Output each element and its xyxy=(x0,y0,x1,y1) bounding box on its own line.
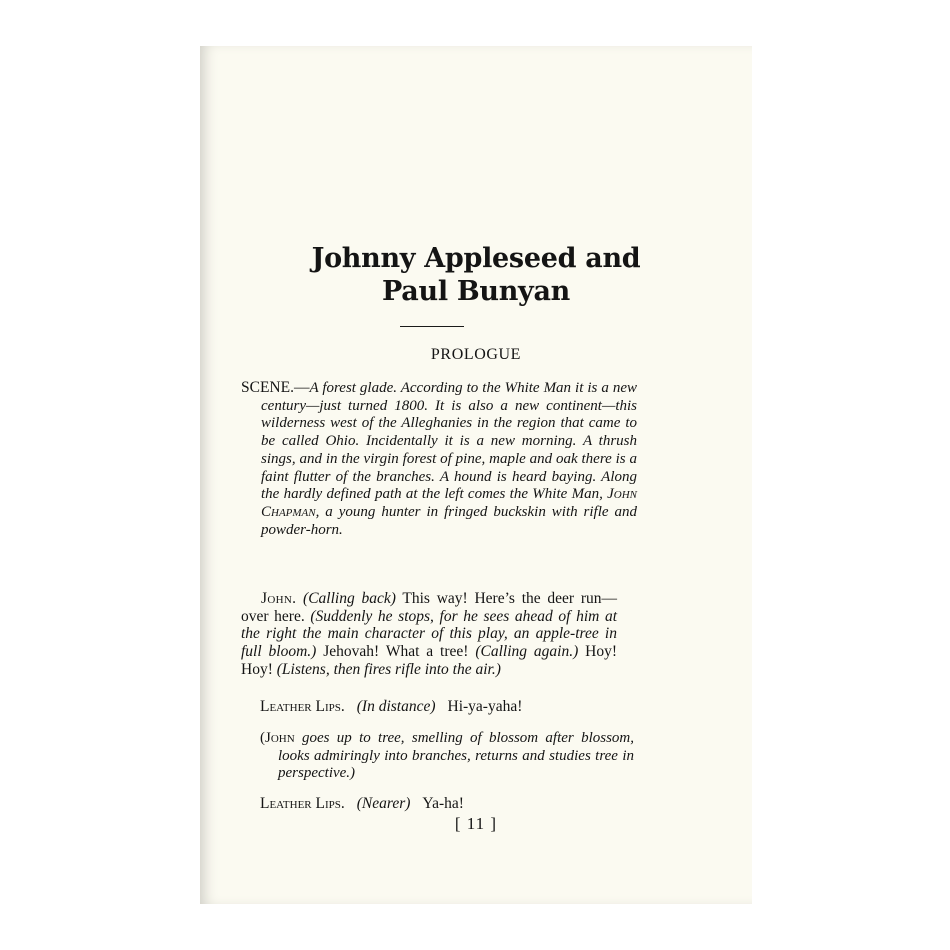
dialog-leather-lips-1 xyxy=(260,698,522,716)
scene-text-a: A forest glade. According to the White Man it is a new century—just turned 1800. It is also a new continent—this wilderness west of the Alleghanies in the region that came to be called Ohio. Incidentally it is a new morning. A thrush sings, and in the virgin forest of pine, maple and oak there is a faint flutter of the branches. A hound is heard baying. Along the hardly defined path at the left comes the White Man, xyxy=(261,380,637,503)
dialog-leather-lips-2 xyxy=(260,795,464,813)
leather-lips-speech-2: Ya-ha! xyxy=(422,795,464,812)
scene-character-name: John Chapman xyxy=(261,486,637,520)
john-direction-2: (Suddenly he stops, for he sees ahead of him at the right the main character of this play, an apple-tree in full bloom.) xyxy=(241,607,617,661)
book-page xyxy=(200,46,752,904)
scene-label: SCENE.— xyxy=(241,379,310,396)
john-speech-3: Hoy! Hoy! xyxy=(241,643,617,678)
stage-direction xyxy=(260,730,634,783)
stage-direction-name: John xyxy=(265,730,295,746)
leather-lips-speech-1: Hi-ya-yaha! xyxy=(447,698,523,715)
speaker-john: John. xyxy=(261,590,297,607)
stage-direction-open: ( xyxy=(260,730,265,746)
title-line-1: Johnny Appleseed and xyxy=(311,243,641,274)
scene-description xyxy=(241,379,637,539)
dialog-john xyxy=(241,590,617,679)
title-line-2: Paul Bunyan xyxy=(382,276,570,307)
title-divider xyxy=(400,326,464,327)
section-heading: PROLOGUE xyxy=(430,346,522,363)
stage-direction-text: goes up to tree, smelling of blossom after blossom, looks admiringly into branches, returns and studies tree in perspective.) xyxy=(278,730,634,782)
leather-lips-direction-1: (In distance) xyxy=(356,698,436,715)
john-direction-1: (Calling back) xyxy=(303,590,396,607)
john-direction-3: (Calling again.) xyxy=(475,643,579,661)
speaker-leather-lips: Leather Lips. xyxy=(260,698,345,715)
play-title xyxy=(200,242,752,308)
scene-text-b: , a young hunter in fringed buckskin with rifle and powder-horn. xyxy=(261,503,637,538)
john-speech-1: This way! Here’s the deer run—over here. xyxy=(241,590,618,625)
page-number: [ 11 ] xyxy=(454,814,498,833)
speaker-leather-lips: Leather Lips. xyxy=(260,795,345,812)
john-speech-2: Jehovah! What a tree! xyxy=(316,643,476,661)
leather-lips-direction-2: (Nearer) xyxy=(356,795,411,812)
john-direction-4: (Listens, then fires rifle into the air.) xyxy=(276,660,501,678)
